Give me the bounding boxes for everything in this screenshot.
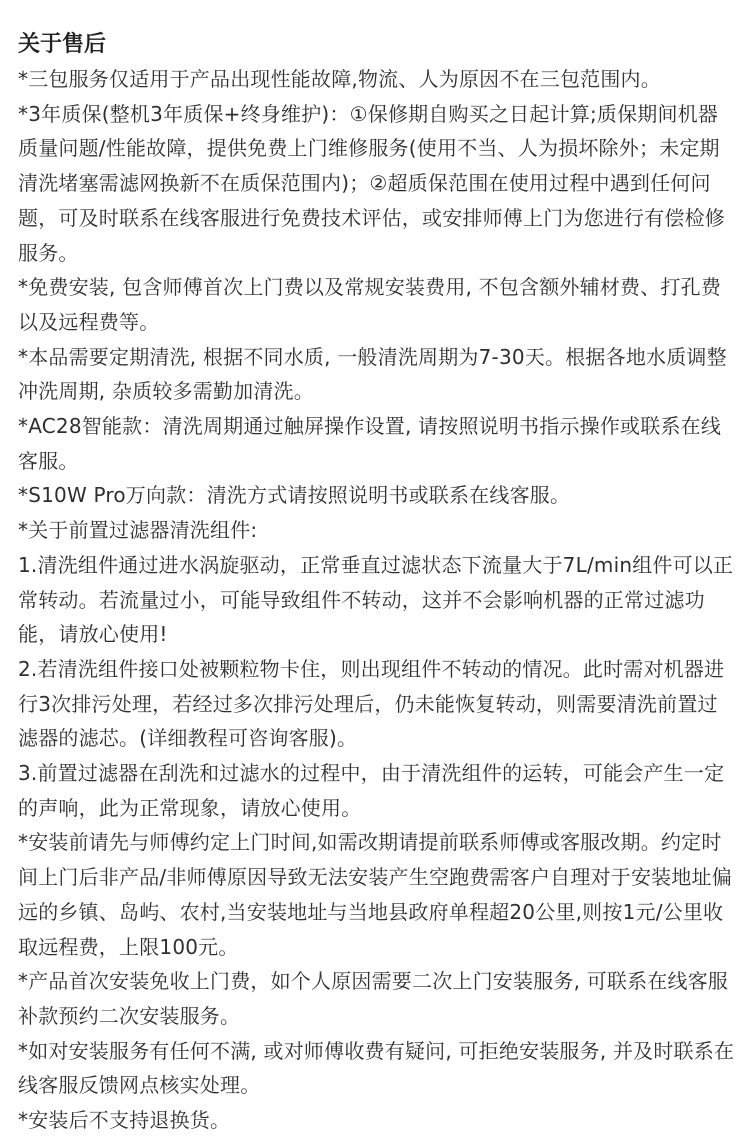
- page-title: 关于售后: [18, 32, 107, 57]
- paragraph-prefilter-item-3: 3.前置过滤器在刮洗和过滤水的过程中，由于清洗组件的运转，可能会产生一定的声响，此为正常现象，请放心使用。: [18, 761, 725, 820]
- paragraph-prefilter-item-2: 2.若清洗组件接口处被颗粒物卡住，则出现组件不转动的情况。此时需对机器进行3次排污处理，若经过多次排污处理后，仍未能恢复转动，则需要清洗前置过滤器的滤芯。(详细教程可咨询客服)。: [18, 656, 725, 751]
- paragraph-complaints: *如对安装服务有任何不满, 或对师傅收费有疑问, 可拒绝安装服务, 并及时联系在线客服反馈网点核实处理。: [18, 1038, 735, 1098]
- paragraph-prefilter-heading: *关于前置过滤器清洗组件:: [18, 518, 258, 543]
- paragraph-no-returns: *安装后不支持退换货。: [18, 1108, 231, 1133]
- paragraph-second-visit: *产品首次安装免收上门费，如个人原因需要二次上门安装服务, 可联系在线客服补款预约二次安装服务。: [18, 969, 729, 1028]
- paragraph-ac28-model: *AC28智能款：清洗周期通过触屏操作设置, 请按照说明书指示操作或联系在线客服。: [18, 414, 722, 473]
- paragraph-prefilter-item-1: 1.清洗组件通过进水涡旋驱动，正常垂直过滤状态下流量大于7L/min组件可以正常转动。若流量过小，可能导致组件不转动，这并不会影响机器的正常过滤功能，请放心使用!: [18, 552, 734, 647]
- paragraph-installation-appointment: *安装前请先与师傅约定上门时间,如需改期请提前联系师傅或客服改期。约定时间上门后非产品/非师傅原因导致无法安装产生空跑费需客户自理对于安装地址偏远的乡镇、岛屿、农村,当安装地址与当地县政府单程超20公里,则按1元/公里收取远程费，上限100元。: [18, 830, 732, 959]
- paragraph-warranty-scope: *三包服务仅适用于产品出现性能故障,物流、人为原因不在三包范围内。: [18, 67, 661, 91]
- paragraph-free-installation: *免费安装, 包含师傅首次上门费以及常规安装费用, 不包含额外辅材费、打孔费以及远程费等。: [18, 275, 722, 334]
- paragraph-3-year-warranty: *3年质保(整机3年质保+终身维护)：①保修期自购买之日起计算;质保期间机器质量问题/性能故障，提供免费上门维修服务(使用不当、人为损坏除外；未定期清洗堵塞需滤网换新不在质保范围内)；②超质保范围在使用过程中遇到任何问题，可及时联系在线客服进行免费技术评估，或安排师傅上门为您进行有偿检修服务。: [18, 101, 725, 265]
- paragraph-s10w-pro-model: *S10W Pro万向款：清洗方式请按照说明书或联系在线客服。: [18, 483, 571, 508]
- paragraph-cleaning-cycle: *本品需要定期清洗, 根据不同水质, 一般清洗周期为7-30天。根据各地水质调整冲洗周期, 杂质较多需勤加清洗。: [18, 344, 727, 404]
